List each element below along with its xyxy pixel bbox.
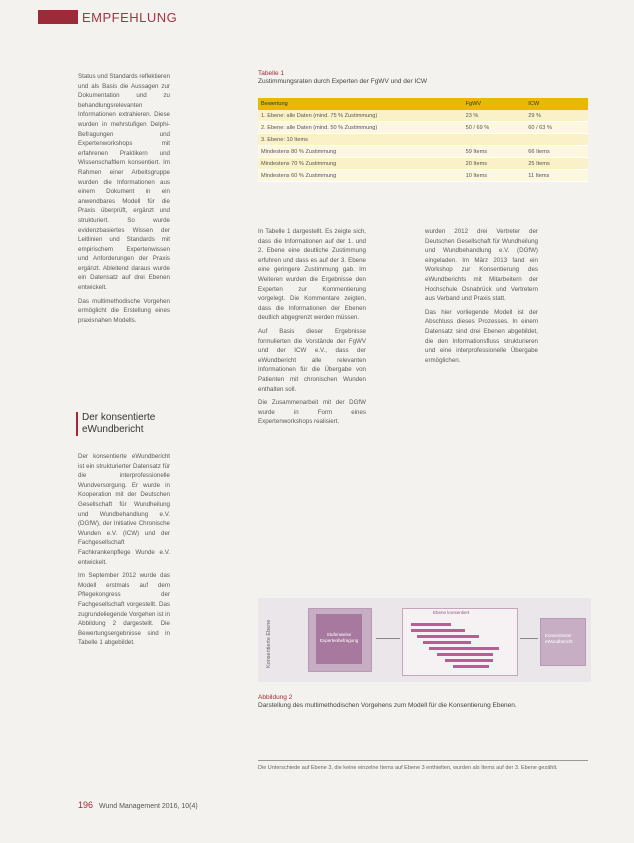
figure-bar: [423, 641, 471, 644]
figure-caption-label: Abbildung 2: [258, 694, 293, 701]
arrow-icon: [520, 638, 538, 639]
paragraph: Auf Basis dieser Ergebnisse formulierten die Vorstände der FgWV und der ICW e.V., dass der eWundbericht alle relevanten Informationen für die Übergabe von Patienten mit chronischen Wunden enthalten soll.: [258, 327, 366, 393]
journal-name: Wund Management 2016, 10(4): [98, 803, 198, 810]
figure-bar: [437, 653, 493, 656]
page-footer: [78, 800, 198, 810]
figure-vertical-label: Konsentierte Ebene: [266, 619, 272, 668]
table-header-cell: Bewertung: [258, 98, 463, 110]
figure-caption: [258, 694, 592, 710]
table-caption: [258, 70, 598, 86]
table-cell: 1. Ebene: alle Daten (mind. 75 % Zustimmung): [258, 110, 463, 122]
arrow-icon: [376, 638, 400, 639]
table-cell: 59 Items: [463, 146, 526, 158]
table-cell: Mindestens 70 % Zustimmung: [258, 158, 463, 170]
section-title: EMPFEHLUNG: [82, 10, 178, 25]
figure-caption-text: Darstellung des multimethodischen Vorgehens zum Modell für die Konsentierung Ebenen.: [258, 702, 517, 709]
table-cell: Mindestens 80 % Zustimmung: [258, 146, 463, 158]
table-row: [258, 158, 588, 170]
table-row: [258, 146, 588, 158]
table-header-cell: FgWV: [463, 98, 526, 110]
table-row: [258, 170, 588, 182]
table-cell: 66 Items: [525, 146, 588, 158]
figure-2-diagram: [258, 598, 591, 682]
figure-middle-title: Ebene konsentiert: [433, 610, 470, 615]
page-number: 196: [78, 800, 94, 810]
table-cell: 50 / 69 %: [463, 122, 526, 134]
figure-bar: [429, 647, 499, 650]
subheading: [76, 412, 178, 436]
paragraph: In Tabelle 1 dargestellt. Es zeigte sich, dass die Informationen auf der 1. und 2. Ebene eine deutliche Zustimmung erfuhren und dass es auf der 3. Ebene eine geringere Zustimmung gab. Im Weiteren wurden die Ergebnisse den Experten zur Kommentierung vorgelegt. Die Kommentare zeigten, dass die Informationen der Ebenen deutlich abgegrenzt werden müssen.: [258, 228, 366, 322]
paragraph: wurden 2012 drei Vertreter der Deutschen Gesellschaft für Wundheilung und Wundbehandlung e.V. (DGfW) eingeladen. Im März 2013 fand ein Workshop zur Konsentierung des eWundberichts mit Mitarbeitern der Hochschule Osnabrück und Vertretern aus Verband und Praxis statt.: [425, 228, 538, 303]
table-cell: Mindestens 60 % Zustimmung: [258, 170, 463, 182]
table-cell: 25 Items: [525, 158, 588, 170]
paragraph: Das multimethodische Vorgehen ermöglicht die Erstellung eines praxisnahen Modells.: [78, 297, 170, 324]
figure-bar: [453, 665, 489, 668]
table-row: [258, 134, 588, 146]
table-cell: 60 / 63 %: [525, 122, 588, 134]
table-cell: [525, 134, 588, 146]
column-2-text: [258, 227, 366, 427]
figure-bar: [411, 629, 465, 632]
table-cell: [463, 134, 526, 146]
paragraph: Status und Standards reflektieren und als Basis die Aussagen zur Dokumentation und zu behandlungsrelevanten Informationen extrahieren. Diese wurden in mehrstufigen Delphi-Befragungen und Expertenworkshops mit erfahrenen Praktikern und Wissenschaftlern konsentiert. Im Rahmen einer Arbeitsgruppe wurden die Informationen aus einem Dokument in ein anwendbares Modell für die Praxis überprüft, ergänzt und strukturiert. So wurde evidenzbasiertes Wissen der Leitlinien und Standards mit empirischem Expertenwissen und Anforderungen der Praxis ergänzt. Ableitend daraus wurde ein Datensatz auf drei Ebenen entwickelt.: [78, 73, 170, 292]
figure-left-inner-box: [316, 614, 362, 664]
subheading-line: Der konsentierte: [82, 412, 156, 423]
table-row: [258, 110, 588, 122]
table-header-row: [258, 98, 588, 110]
column-1-text: [78, 72, 170, 325]
table-cell: 20 Items: [463, 158, 526, 170]
figure-bar: [445, 659, 493, 662]
footnote: Die Unterschiede auf Ebene 3, die keine einzelne Items auf Ebene 3 enthielten, wurden als Items auf der 3. Ebene gezählt.: [258, 760, 588, 772]
figure-left-label: Stufenweise Expertenbefragung: [320, 632, 359, 643]
paragraph: Die Zusammenarbeit mit der DGfW wurde in Form eines Expertenworkshops realisiert.: [258, 399, 366, 426]
table-cell: 10 Items: [463, 170, 526, 182]
table-caption-text: Zustimmungsraten durch Experten der FgWV und der ICW: [258, 78, 428, 85]
paragraph: Der konsentierte eWundbericht ist ein strukturierter Datensatz für die interprofessionelle Wundversorgung. Er wurde in Kooperation mit der Deutschen Gesellschaft für Wundheilung und Wundbehandlung e.V. (DGfW), der Initiative Chronische Wunden e.V. (ICW) und der Fachgesellschaft Fachkrankenpflege Wunde e.V. entwickelt.: [78, 453, 170, 566]
table-header-cell: ICW: [525, 98, 588, 110]
table-cell: 11 Items: [525, 170, 588, 182]
paragraph: Das hier vorliegende Modell ist der Abschluss dieses Prozesses. In einem Datensatz sind drei Ebenen abgebildet, die den Informationsfluss strukturieren und eine interprofessionelle Übergabe ermöglichen.: [425, 308, 538, 364]
table-1: [258, 98, 588, 182]
figure-bar: [417, 635, 479, 638]
table-cell: 2. Ebene: alle Daten (mind. 50 % Zustimmung): [258, 122, 463, 134]
header-color-bar: [38, 10, 78, 24]
figure-right-box: [540, 618, 586, 666]
column-3-text: [425, 227, 538, 365]
table-cell: 3. Ebene: 10 Items: [258, 134, 463, 146]
table-cell: 29 %: [525, 110, 588, 122]
table-caption-label: Tabelle 1: [258, 70, 285, 77]
figure-bar: [411, 623, 451, 626]
table-cell: 23 %: [463, 110, 526, 122]
paragraph: Im September 2012 wurde das Modell erstmals auf dem Pflegekongress der Fachgesellschaft vorgestellt. Das zugrundeliegende Vorgehen ist in Abbildung 2 dargestellt. Die Bewertungsergebnisse sind in Tabelle 1 abgebildet.: [78, 572, 170, 647]
figure-middle-box: [402, 608, 518, 676]
column-1-bottom-text: [78, 452, 170, 648]
subheading-line: eWundbericht: [82, 424, 144, 435]
table-row: [258, 122, 588, 134]
figure-right-label: Konsentierter eWundbericht: [545, 633, 573, 644]
